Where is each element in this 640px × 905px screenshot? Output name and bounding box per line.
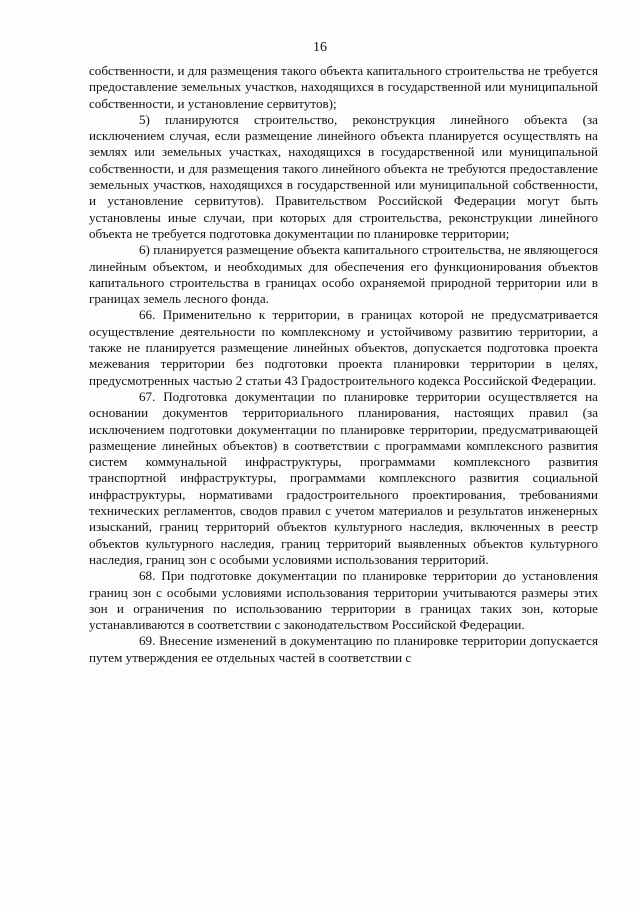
paragraph-69: 69. Внесение изменений в документацию по планировке территории допускается путем утверждения ее отдельных частей в соответствии с bbox=[89, 633, 598, 665]
paragraph-item-5: 5) планируются строительство, реконструкция линейного объекта (за исключением случая, если размещение линейного объекта планируется осуществлять на землях или земельных участках, находящихся в государственной или муниципальной собственности, и для размещения такого линейного объекта не требуются предоставление земельных участков, находящихся в государственной или муниципальной собственности, и установление сервитутов). Правительством Российской Федерации могут быть установлены иные случаи, при которых для строительства, реконструкции линейного объекта не требуется подготовка документации по планировке территории; bbox=[89, 111, 598, 241]
paragraph-68: 68. При подготовке документации по планировке территории до установления границ зон с особыми условиями использования территории учитываются размеры этих зон и ограничения по использованию территории в границах таких зон, которые устанавливаются в соответствии с законодательством Российской Федерации. bbox=[89, 568, 598, 633]
paragraph-continuation: собственности, и для размещения такого объекта капитального строительства не требуется предоставление земельных участков, находящихся в государственной или муниципальной собственности, и установление сервитутов); bbox=[89, 63, 598, 111]
paragraph-item-6: 6) планируется размещение объекта капитального строительства, не являющегося линейным объектом, и необходимых для обеспечения его функционирования объектов капитального строительства в границах особо охраняемой природной территории или в границах земель лесного фонда. bbox=[89, 242, 598, 307]
document-body bbox=[89, 63, 598, 666]
paragraph-66: 66. Применительно к территории, в границах которой не предусматривается осуществление деятельности по комплексному и устойчивому развитию территории, а также не планируется размещение линейных объектов, допускается подготовка проекта межевания территории без подготовки проекта планировки территории в целях, предусмотренных частью 2 статьи 43 Градостроительного кодекса Российской Федерации. bbox=[89, 307, 598, 388]
page-number: 16 bbox=[313, 40, 327, 55]
paragraph-67: 67. Подготовка документации по планировке территории осуществляется на основании документов территориального планирования, настоящих правил (за исключением подготовки документации по планировке территории, предусматривающей размещение линейных объектов) в соответствии с программами комплексного развития систем коммунальной инфраструктуры, программами комплексного развития транспортной инфраструктуры, программами комплексного развития социальной инфраструктуры, нормативами градостроительного проектирования, требованиями технических регламентов, сводов правил с учетом материалов и результатов инженерных изысканий, границ территорий объектов культурного наследия, включенных в реестр объектов культурного наследия, границ территорий выявленных объектов культурного наследия, границ зон с особыми условиями использования территорий. bbox=[89, 388, 598, 567]
